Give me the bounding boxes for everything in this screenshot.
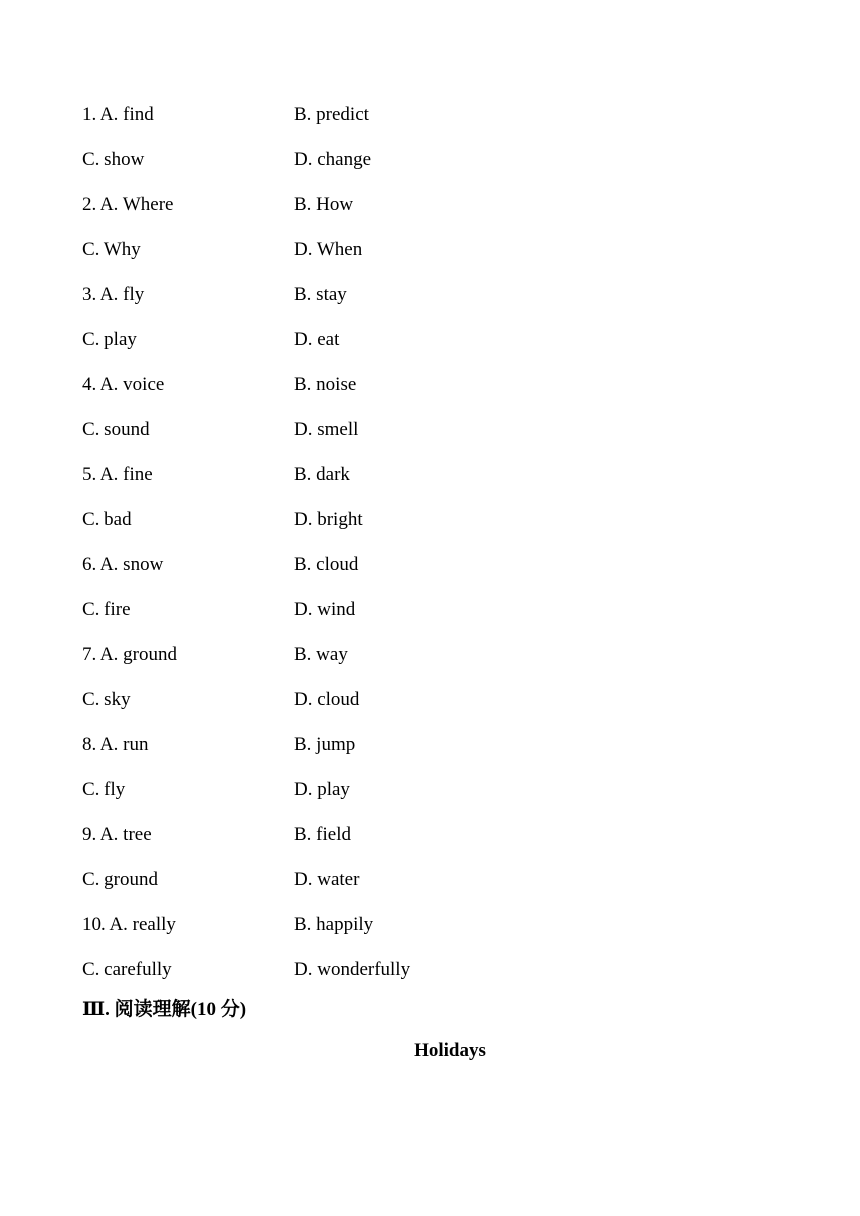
option-a: 10. A. really — [82, 914, 176, 935]
option-c: C. ground — [82, 869, 158, 890]
option-d: D. water — [294, 869, 360, 890]
option-a: 2. A. Where — [82, 194, 174, 215]
option-c: C. show — [82, 149, 145, 170]
option-c: C. sound — [82, 419, 150, 440]
option-c: C. fire — [82, 599, 131, 620]
option-a: 1. A. find — [82, 104, 154, 125]
option-b: B. jump — [294, 734, 356, 755]
option-row — [82, 587, 782, 632]
option-row — [82, 182, 782, 227]
option-row — [82, 902, 782, 947]
option-b: B. way — [294, 644, 348, 665]
option-row — [82, 452, 782, 497]
option-b: B. dark — [294, 464, 350, 485]
option-row — [82, 677, 782, 722]
option-d: D. wonderfully — [294, 959, 411, 980]
option-row — [82, 317, 782, 362]
passage-title: Holidays — [414, 1040, 486, 1061]
option-c: C. carefully — [82, 959, 172, 980]
option-b: B. field — [294, 824, 351, 845]
option-a: 5. A. fine — [82, 464, 153, 485]
option-row — [82, 542, 782, 587]
option-a: 9. A. tree — [82, 824, 152, 845]
option-b: B. noise — [294, 374, 357, 395]
option-row — [82, 272, 782, 317]
option-row — [82, 722, 782, 767]
option-row — [82, 947, 782, 992]
option-row — [82, 227, 782, 272]
option-a: 3. A. fly — [82, 284, 145, 305]
cloze-options — [82, 92, 782, 992]
option-d: D. bright — [294, 509, 363, 530]
option-row — [82, 632, 782, 677]
option-row — [82, 407, 782, 452]
option-d: D. eat — [294, 329, 340, 350]
option-d: D. When — [294, 239, 363, 260]
option-c: C. fly — [82, 779, 126, 800]
option-b: B. stay — [294, 284, 347, 305]
option-row — [82, 767, 782, 812]
option-d: D. wind — [294, 599, 356, 620]
option-row — [82, 497, 782, 542]
option-d: D. cloud — [294, 689, 360, 710]
option-row — [82, 137, 782, 182]
option-d: D. smell — [294, 419, 359, 440]
option-b: B. cloud — [294, 554, 359, 575]
option-c: C. sky — [82, 689, 131, 710]
option-row — [82, 857, 782, 902]
option-c: C. bad — [82, 509, 132, 530]
option-b: B. happily — [294, 914, 374, 935]
option-a: 7. A. ground — [82, 644, 177, 665]
option-d: D. play — [294, 779, 350, 800]
section-heading: Ⅲ. 阅读理解(10 分) — [82, 999, 247, 1020]
option-d: D. change — [294, 149, 372, 170]
option-b: B. predict — [294, 104, 369, 125]
option-row — [82, 812, 782, 857]
option-row — [82, 362, 782, 407]
option-a: 8. A. run — [82, 734, 149, 755]
option-a: 4. A. voice — [82, 374, 165, 395]
option-row — [82, 92, 782, 137]
option-a: 6. A. snow — [82, 554, 164, 575]
option-c: C. Why — [82, 239, 141, 260]
option-b: B. How — [294, 194, 354, 215]
option-c: C. play — [82, 329, 137, 350]
